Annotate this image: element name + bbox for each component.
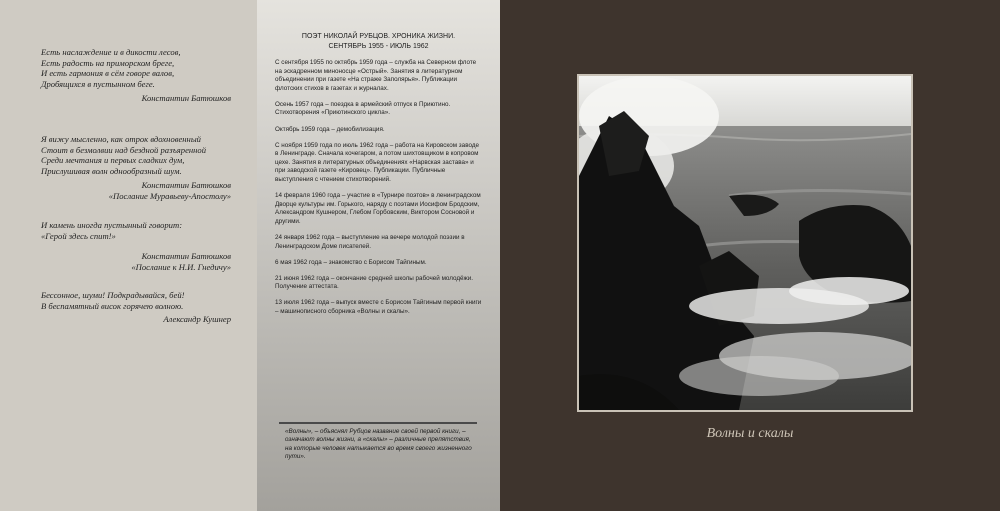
chronicle-entry: 24 января 1962 года – выступление на вечере молодой поэзии в Ленинградском Доме писателей. [275, 234, 465, 250]
chronicle-entry: 6 мая 1962 года – знакомство с Борисом Тайгиным. [275, 258, 427, 266]
chronicle-entry: 14 февраля 1960 года – участие в «Турнире поэтов» в ленинградском Дворце культуры им. Горького, наряду с поэтами Иосифом Бродским, Александром Кушнером, Глебом Горбовским, Виктором Сосновой и другими. [275, 192, 481, 225]
epigraph-3 [41, 220, 231, 273]
poem-line: И камень иногда пустынный говорит: [41, 220, 183, 230]
epigraph-4 [41, 290, 231, 325]
chronicle-title: ПОЭТ НИКОЛАЙ РУБЦОВ. ХРОНИКА ЖИЗНИ. [301, 33, 456, 40]
left-panel [0, 0, 257, 511]
poem-author: Александр Кушнер [163, 314, 231, 325]
poem-line: Я вижу мысленно, как отрок вдохновенный [41, 134, 201, 144]
sea-waves-rocks-photo-icon [579, 76, 911, 410]
poem-source: «Послание к Н.И. Гнедичу» [131, 262, 231, 273]
chronicle-period: СЕНТЯБРЬ 1955 - ИЮЛЬ 1962 [328, 42, 429, 50]
poem-line: Среди мечтания и первых сладких дум, [41, 155, 185, 166]
poem-author: Константин Батюшков [141, 92, 231, 103]
poem-line: Бессонное, шуми! Подкрадывайся, бей! [41, 290, 185, 300]
poem-line: И есть гармония в сём говоре валов, [41, 68, 175, 79]
poem-line: «Герой здесь спит!» [41, 230, 116, 241]
photo-frame [577, 74, 913, 412]
quote-divider [279, 422, 477, 424]
poem-line: Стоит в безмолвии над бездной разъяренной [41, 144, 207, 155]
chronicle-entries [275, 59, 482, 324]
epigraph-2 [41, 134, 231, 201]
poem-author: Константин Батюшков [141, 179, 231, 190]
poem-line: Дробящихся в пустынном беге. [41, 79, 155, 90]
poem-source: «Послание Муравьеву-Апостолу» [108, 190, 231, 201]
poem-line: Есть радость на приморском бреге, [41, 57, 175, 68]
poem-line: Есть наслаждение и в дикости лесов, [41, 47, 181, 57]
poem-line: Прислушивая волн однообразный шум. [41, 166, 182, 177]
poem-line: В беспамятный висок горячею волною. [41, 300, 184, 311]
chronicle-entry: С ноября 1959 года по июль 1962 года – работа на Кировском заводе в Ленинграде. Сначала кочегаром, а потом шихтовщиком в копровом цехе. Занятия в литературных объединениях «Нарвская застава» и при заводской газете «Кировец». Публикации. Публичные выступления с чтением стихотворений. [275, 141, 480, 184]
chronicle-entry: 21 июня 1962 года – окончание средней школы рабочей молодёжи. Получение аттестата. [275, 274, 474, 291]
chronicle-heading [257, 32, 500, 51]
chronicle-entry: 13 июля 1962 года – выпуск вместе с Борисом Тайгиным первой книги – машинописного сборника «Волны и скалы». [275, 299, 482, 316]
chronicle-entry: Октябрь 1959 года – демобилизация. [275, 125, 385, 133]
photo-panel [500, 0, 1000, 511]
epigraph-1 [41, 47, 231, 104]
photo-caption: Волны и скалы [706, 426, 794, 441]
rubtsov-quote: «Волны», – объяснял Рубцов название своей первой книги, – означают волны жизни, а «скалы» – различные препятствия, на которые человек натыкается во время своего жизненного пути». [285, 428, 472, 461]
chronicle-entry: С сентября 1955 по октябрь 1959 года – служба на Северном флоте на эскадренном миноносце «Острый». Занятия в литературном объединении при газете «На страже Заполярья». Публикации флотских стихов в газетах и журналах. [275, 59, 477, 92]
chronicle-entry: Осень 1957 года – поездка в армейский отпуск в Приютино. Стихотворения «Приютинского цикла». [275, 100, 451, 117]
chronicle-panel [257, 0, 500, 511]
poem-author: Константин Батюшков [141, 251, 231, 262]
